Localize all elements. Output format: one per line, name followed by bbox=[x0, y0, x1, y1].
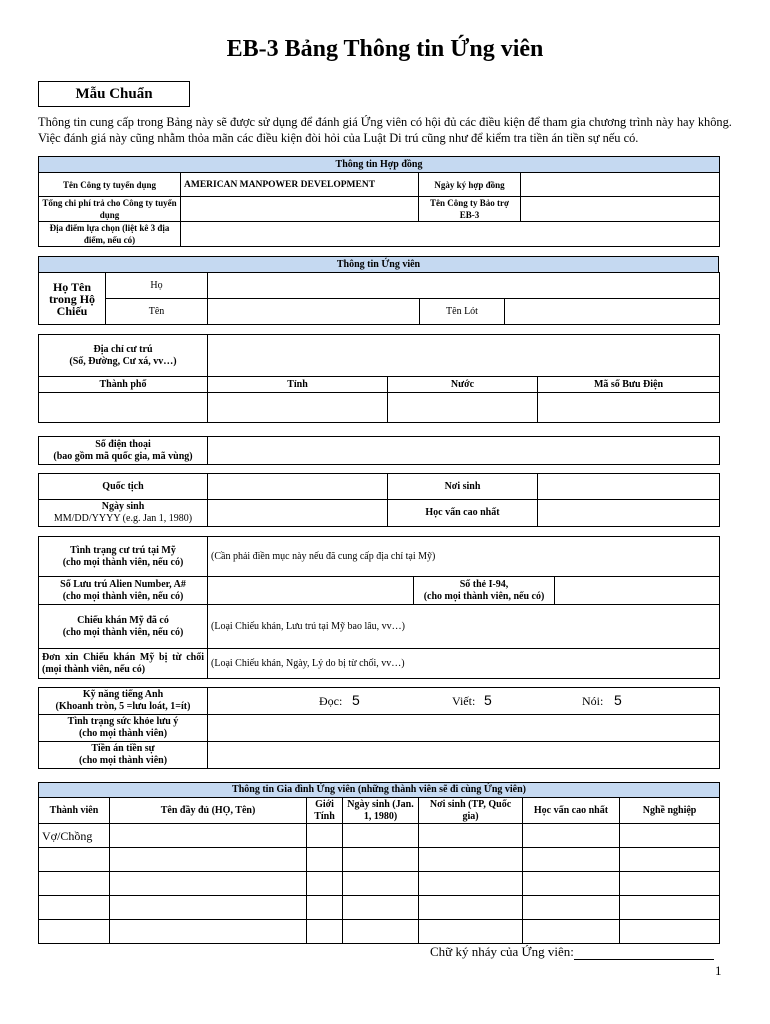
speak-score[interactable]: 5 bbox=[614, 692, 622, 708]
first-name-field[interactable] bbox=[208, 299, 420, 325]
family-cell[interactable] bbox=[307, 848, 343, 872]
phone-table bbox=[38, 436, 720, 465]
family-cell[interactable] bbox=[620, 848, 720, 872]
family-col-dob: Ngày sinh (Jan. 1, 1980) bbox=[343, 798, 419, 824]
postal-label: Mã số Bưu Điện bbox=[538, 377, 720, 393]
middle-name-field[interactable] bbox=[505, 299, 720, 325]
birthplace-field[interactable] bbox=[538, 474, 720, 500]
company-label: Tên Công ty tuyển dụng bbox=[39, 173, 181, 197]
city-label: Thành phố bbox=[39, 377, 208, 393]
speak-label: Nói: bbox=[582, 694, 604, 708]
standard-form-label: Mẫu Chuẩn bbox=[38, 81, 190, 107]
family-cell[interactable] bbox=[523, 848, 620, 872]
family-cell[interactable] bbox=[39, 848, 110, 872]
english-label bbox=[39, 688, 208, 715]
health-hint: (cho mọi thành viên) bbox=[78, 728, 168, 739]
city-field[interactable] bbox=[39, 393, 208, 423]
signature-line[interactable] bbox=[574, 947, 714, 960]
form-title: EB-3 Bảng Thông tin Ứng viên bbox=[226, 36, 544, 62]
family-cell[interactable] bbox=[307, 872, 343, 896]
family-cell[interactable] bbox=[110, 896, 307, 920]
family-cell[interactable] bbox=[343, 872, 419, 896]
family-cell[interactable] bbox=[523, 872, 620, 896]
criminal-field[interactable] bbox=[208, 742, 720, 769]
intro-paragraph: Thông tin cung cấp trong Bảng này sẽ được sử dụng để đánh giá Ứng viên có hội đủ các điều kiện để tham gia chương trình này hay không. Việc đánh giá này cũng nhằm thỏa mãn các điều kiện đòi hỏi của Luật Di trú cũng như để kiểm tra tiền án tiền sự nếu có. bbox=[38, 115, 732, 145]
family-member-spouse: Vợ/Chồng bbox=[39, 824, 110, 848]
country-field[interactable] bbox=[388, 393, 538, 423]
family-cell[interactable] bbox=[39, 920, 110, 944]
family-col-education: Học vấn cao nhất bbox=[523, 798, 620, 824]
english-hint: (Khoanh tròn, 5 =lưu loát, 1=ít) bbox=[55, 701, 191, 712]
address-field[interactable] bbox=[208, 335, 720, 377]
family-cell[interactable] bbox=[523, 824, 620, 848]
alien-label bbox=[39, 577, 208, 605]
family-row bbox=[39, 848, 720, 872]
write-score[interactable]: 5 bbox=[484, 692, 492, 708]
last-name-field[interactable] bbox=[208, 273, 720, 299]
passport-name-label: Họ Tên trong Hộ Chiếu bbox=[39, 273, 106, 325]
family-cell[interactable] bbox=[110, 824, 307, 848]
family-cell[interactable] bbox=[307, 920, 343, 944]
address-label bbox=[39, 335, 208, 377]
family-col-gender: Giới Tính bbox=[307, 798, 343, 824]
write-label: Viết: bbox=[452, 694, 476, 708]
criminal-hint: (cho mọi thành viên) bbox=[78, 755, 168, 766]
family-cell[interactable] bbox=[39, 872, 110, 896]
us-status-hint: (cho mọi thành viên, nếu có) bbox=[62, 556, 184, 568]
health-label bbox=[39, 715, 208, 742]
last-name-label: Họ bbox=[106, 273, 208, 299]
education-label: Học vấn cao nhất bbox=[388, 500, 538, 527]
i94-hint: (cho mọi thành viên, nếu có) bbox=[423, 590, 545, 602]
family-cell[interactable] bbox=[343, 920, 419, 944]
phone-hint: (bao gồm mã quốc gia, mã vùng) bbox=[53, 450, 193, 462]
province-label: Tỉnh bbox=[208, 377, 388, 393]
family-cell[interactable] bbox=[307, 896, 343, 920]
phone-label-text: Số điện thoại bbox=[95, 438, 151, 450]
sponsor-label: Tên Công ty Bảo trợ EB-3 bbox=[419, 197, 521, 222]
nationality-field[interactable] bbox=[208, 474, 388, 500]
birthplace-label: Nơi sinh bbox=[388, 474, 538, 500]
i94-field[interactable] bbox=[555, 577, 720, 605]
dob-field[interactable] bbox=[208, 500, 388, 527]
family-col-member: Thành viên bbox=[39, 798, 110, 824]
contract-table bbox=[38, 156, 720, 247]
page-number: 1 bbox=[715, 963, 722, 978]
health-field[interactable] bbox=[208, 715, 720, 742]
family-cell[interactable] bbox=[620, 824, 720, 848]
family-cell[interactable] bbox=[343, 824, 419, 848]
visa-label bbox=[39, 605, 208, 649]
us-status-table bbox=[38, 536, 720, 679]
first-name-label: Tên bbox=[106, 299, 208, 325]
family-cell[interactable] bbox=[307, 824, 343, 848]
visa-label-text: Chiếu khán Mỹ đã có bbox=[77, 614, 169, 626]
family-table bbox=[38, 782, 720, 944]
health-label-text: Tình trạng sức khỏe lưu ý bbox=[67, 716, 179, 727]
passport-name-table bbox=[38, 272, 720, 325]
total-cost-label: Tổng chi phí trả cho Công ty tuyển dụng bbox=[39, 197, 181, 222]
visa-hint: (cho mọi thành viên, nếu có) bbox=[62, 626, 184, 638]
read-score[interactable]: 5 bbox=[352, 692, 360, 708]
nationality-label: Quốc tịch bbox=[39, 474, 208, 500]
location-label: Địa điểm lựa chọn (liệt kê 3 địa điểm, nếu có) bbox=[39, 222, 181, 247]
signature-label: Chữ ký nháy của Ứng viên: bbox=[430, 944, 574, 959]
skills-table bbox=[38, 687, 720, 769]
family-cell[interactable] bbox=[110, 848, 307, 872]
family-header: Thông tin Gia đình Ứng viên (những thành viên sẽ đi cùng Ứng viên) bbox=[39, 783, 720, 798]
address-label-text: Địa chỉ cư trú bbox=[93, 343, 153, 355]
us-status-field[interactable]: (Cần phải điền mục này nếu đã cung cấp địa chỉ tại Mỹ) bbox=[208, 537, 720, 577]
postal-field[interactable] bbox=[538, 393, 720, 423]
family-cell[interactable] bbox=[343, 848, 419, 872]
family-cell[interactable] bbox=[620, 872, 720, 896]
alien-hint: (cho mọi thành viên, nếu có) bbox=[62, 590, 184, 602]
family-cell[interactable] bbox=[523, 920, 620, 944]
total-cost-field[interactable] bbox=[181, 197, 419, 222]
family-row bbox=[39, 920, 720, 944]
family-row bbox=[39, 872, 720, 896]
sponsor-field[interactable] bbox=[521, 197, 720, 222]
location-field[interactable] bbox=[181, 222, 720, 247]
family-cell[interactable] bbox=[419, 824, 523, 848]
contract-header: Thông tin Hợp đồng bbox=[39, 157, 720, 173]
dob-label-text: Ngày sinh bbox=[101, 501, 145, 512]
country-label: Nước bbox=[388, 377, 538, 393]
alien-field[interactable] bbox=[208, 577, 414, 605]
read-label: Đọc: bbox=[319, 694, 343, 708]
family-cell[interactable] bbox=[39, 896, 110, 920]
family-cell[interactable] bbox=[419, 896, 523, 920]
family-cell[interactable] bbox=[419, 920, 523, 944]
family-row bbox=[39, 824, 720, 848]
dob-label bbox=[39, 500, 208, 527]
i94-label-text: Số thẻ I-94, bbox=[459, 578, 509, 590]
family-cell[interactable] bbox=[110, 920, 307, 944]
address-hint: (Số, Đường, Cư xá, vv…) bbox=[69, 355, 177, 367]
middle-name-label: Tên Lót bbox=[420, 299, 505, 325]
phone-field[interactable] bbox=[208, 437, 720, 465]
candidate-header: Thông tin Ứng viên bbox=[39, 257, 719, 273]
phone-label bbox=[39, 437, 208, 465]
alien-label-text: Số Lưu trú Alien Number, A# bbox=[60, 578, 186, 590]
family-cell[interactable] bbox=[343, 896, 419, 920]
address-table bbox=[38, 334, 720, 423]
sign-date-field[interactable] bbox=[521, 173, 720, 197]
family-cell[interactable] bbox=[419, 872, 523, 896]
family-cell[interactable] bbox=[110, 872, 307, 896]
visa-field[interactable]: (Loại Chiếu khán, Lưu trú tại Mỹ bao lâu, vv…) bbox=[208, 605, 720, 649]
english-scores bbox=[208, 688, 720, 715]
education-field[interactable] bbox=[538, 500, 720, 527]
dob-format: MM/DD/YYYY (e.g. Jan 1, 1980) bbox=[53, 513, 193, 524]
province-field[interactable] bbox=[208, 393, 388, 423]
signature-area bbox=[430, 944, 714, 960]
visa-denied-field[interactable]: (Loại Chiếu khán, Ngày, Lý do bị từ chối, vv…) bbox=[208, 649, 720, 679]
family-cell[interactable] bbox=[419, 848, 523, 872]
family-cell[interactable] bbox=[620, 920, 720, 944]
nationality-table bbox=[38, 473, 720, 527]
family-col-occupation: Nghề nghiệp bbox=[620, 798, 720, 824]
us-status-label bbox=[39, 537, 208, 577]
sign-date-label: Ngày ký hợp đồng bbox=[419, 173, 521, 197]
family-cell[interactable] bbox=[523, 896, 620, 920]
company-value[interactable]: AMERICAN MANPOWER DEVELOPMENT bbox=[181, 173, 419, 197]
criminal-label-text: Tiền án tiền sự bbox=[91, 743, 155, 754]
family-col-birthplace: Nơi sinh (TP, Quốc gia) bbox=[419, 798, 523, 824]
english-label-text: Kỹ năng tiếng Anh bbox=[82, 689, 164, 700]
family-col-fullname: Tên đầy đủ (HỌ, Tên) bbox=[110, 798, 307, 824]
i94-label bbox=[414, 577, 555, 605]
family-cell[interactable] bbox=[620, 896, 720, 920]
criminal-label bbox=[39, 742, 208, 769]
candidate-header-table bbox=[38, 256, 719, 273]
family-row bbox=[39, 896, 720, 920]
us-status-label-text: Tình trạng cư trú tại Mỹ bbox=[70, 544, 176, 556]
visa-denied-label: Đơn xin Chiếu khán Mỹ bị từ chối (mọi thành viên, nếu có) bbox=[39, 649, 208, 679]
